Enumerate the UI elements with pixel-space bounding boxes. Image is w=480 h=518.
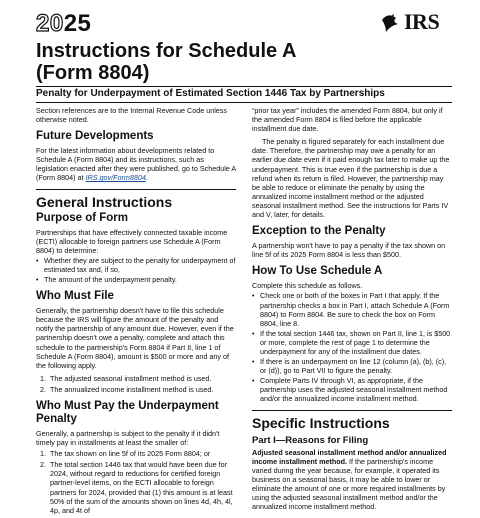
exception-heading: Exception to the Penalty [252,225,386,238]
howto-list [252,291,452,403]
tax-year [36,10,91,38]
who-heading: Who Must File [36,290,114,303]
item-text: The tax shown on line 5f of its 2025 Form 8804; or [50,449,211,459]
form8804-link[interactable]: IRS.gov/Form8804 [85,173,146,183]
list-item [36,460,236,515]
future-body: For the latest information about developments related to Schedule A (Form 8804) and its instructions, such as legislation enacted after they were published, go to Schedule A (Form 8804) at [36,146,236,183]
item-number: 1. [40,449,46,459]
future-text [36,146,236,182]
item-text: The total section 1446 tax that would have been due for 2024, without regard to reductions for certified foreign partner-level items, on the ECTI allocable to foreign partners for 2024, provided that (1) this amount is at least 50% of the sum of the amounts shown on lines 4d, 4h, 4l, 4p, and 4t of [50,460,233,515]
list-item: • If the total section 1446 tax, shown on Part II, line 1, is $500 or more, complete the rest of page 1 to determine the underpayment for any of the installment due dates. [252,329,452,356]
list-item: • The amount of the underpayment penalty. [36,275,236,284]
howto-heading: How To Use Schedule A [252,265,383,278]
part1-body: If the partnership's income varied during the year because, for example, it operated its business on a seasonal basis, it may be able to lower or eliminate the amount of one or more required installments by using the adjusted seasonal installment method and/or the annualized income installment method. [252,456,446,512]
irs-logo-text: IRS [404,9,440,34]
item-number: 1. [40,373,46,383]
part1-heading: Part I—Reasons for Filing [252,434,369,446]
pay-text: Generally, a partnership is subject to the penalty if it didn't timely pay in installments at least the smaller of: [36,428,220,448]
page-subtitle: Penalty for Underpayment of Estimated Section 1446 Tax by Partnerships [36,88,385,99]
list-item: • Complete Parts IV through VI, as appropriate, if the partnership uses the adjusted seasonal installment method and/or the annualized income installment method. [252,376,452,403]
item-text: The annualized income installment method is used. [50,384,214,394]
title-line-2: (Form 8804) [36,62,150,84]
year-solid: 25 [63,10,92,37]
continued-text: “prior tax year” includes the amended Form 8804, but only if the amended Form 8804 is filed before the applicable installment due date. [252,106,443,134]
list-item: • Check one or both of the boxes in Part I that apply. If the partnership checks a box in Part I, attach Schedule A (Form 8804) to Form 8804. Be sure to check the box on Form 8804, line 8. [252,291,452,327]
who-text: Generally, the partnership doesn't have to file this schedule because the IRS will figure the amount of the penalty and notify the partnership of any amount due. However, even if the partnership doesn't owe a penalty, complete and attach this schedule to the partnership's Form 8804 if Part II, line 1 of Schedule A (Form 8804), amount is $500 or more and any of the following apply. [36,306,234,370]
page-title [36,40,456,84]
pay-heading: Who Must Pay the Underpayment Penalty [36,399,219,425]
list-item [36,385,236,394]
future-heading: Future Developments [36,130,154,143]
right-column [252,106,452,515]
specific-heading: Specific Instructions [252,410,452,431]
intro-text: Section references are to the Internal Revenue Code unless otherwise noted. [36,106,227,125]
list-item: • If there is an underpayment on line 12 (column (a), (b), (c), or (d)), go to Part VII to figure the penalty. [252,357,452,375]
purpose-heading: Purpose of Form [36,211,129,224]
list-item [36,449,236,458]
part1-lead: Adjusted seasonal installment method and/or annualized income installment method. [252,447,447,466]
year-outline: 20 [36,10,64,37]
general-heading: General Instructions [36,189,236,210]
list-item: • Whether they are subject to the penalty for underpayment of estimated tax and, if so, [36,256,236,274]
who-list [36,374,236,394]
purpose-text: Partnerships that have effectively connected taxable income (ECTI) allocable to foreign partners use Schedule A (Form 8804) to determine: [36,227,228,255]
purpose-list [36,256,236,284]
item-number: 2. [40,460,46,470]
future-end: . [145,173,148,183]
subtitle-rule [36,102,452,103]
list-item [36,374,236,383]
howto-text: Complete this schedule as follows. [252,281,363,291]
part1-text [252,448,452,512]
exception-text: A partnership won't have to pay a penalty if the tax shown on line 5f of its 2025 Form 8804 is less than $500. [252,241,446,260]
title-line-1: Instructions for Schedule A [36,40,297,62]
title-rule [36,86,452,87]
penalty-text: The penalty is figured separately for each installment due date. Therefore, the partnership may owe a penalty for an earlier due date even if it paid enough tax later to make up the underpayment. This is true even if the partnership is due a refund when its return is filed. However, the partnership may be able to reduce or eliminate the penalty by using the annualized income installment method or the adjusted seasonal installment method. See the instructions for Parts IV and V, later, for details. [252,137,450,220]
pay-list [36,449,236,515]
left-column [36,106,236,518]
item-text: The adjusted seasonal installment method is used. [50,373,212,383]
item-number: 2. [40,384,46,394]
